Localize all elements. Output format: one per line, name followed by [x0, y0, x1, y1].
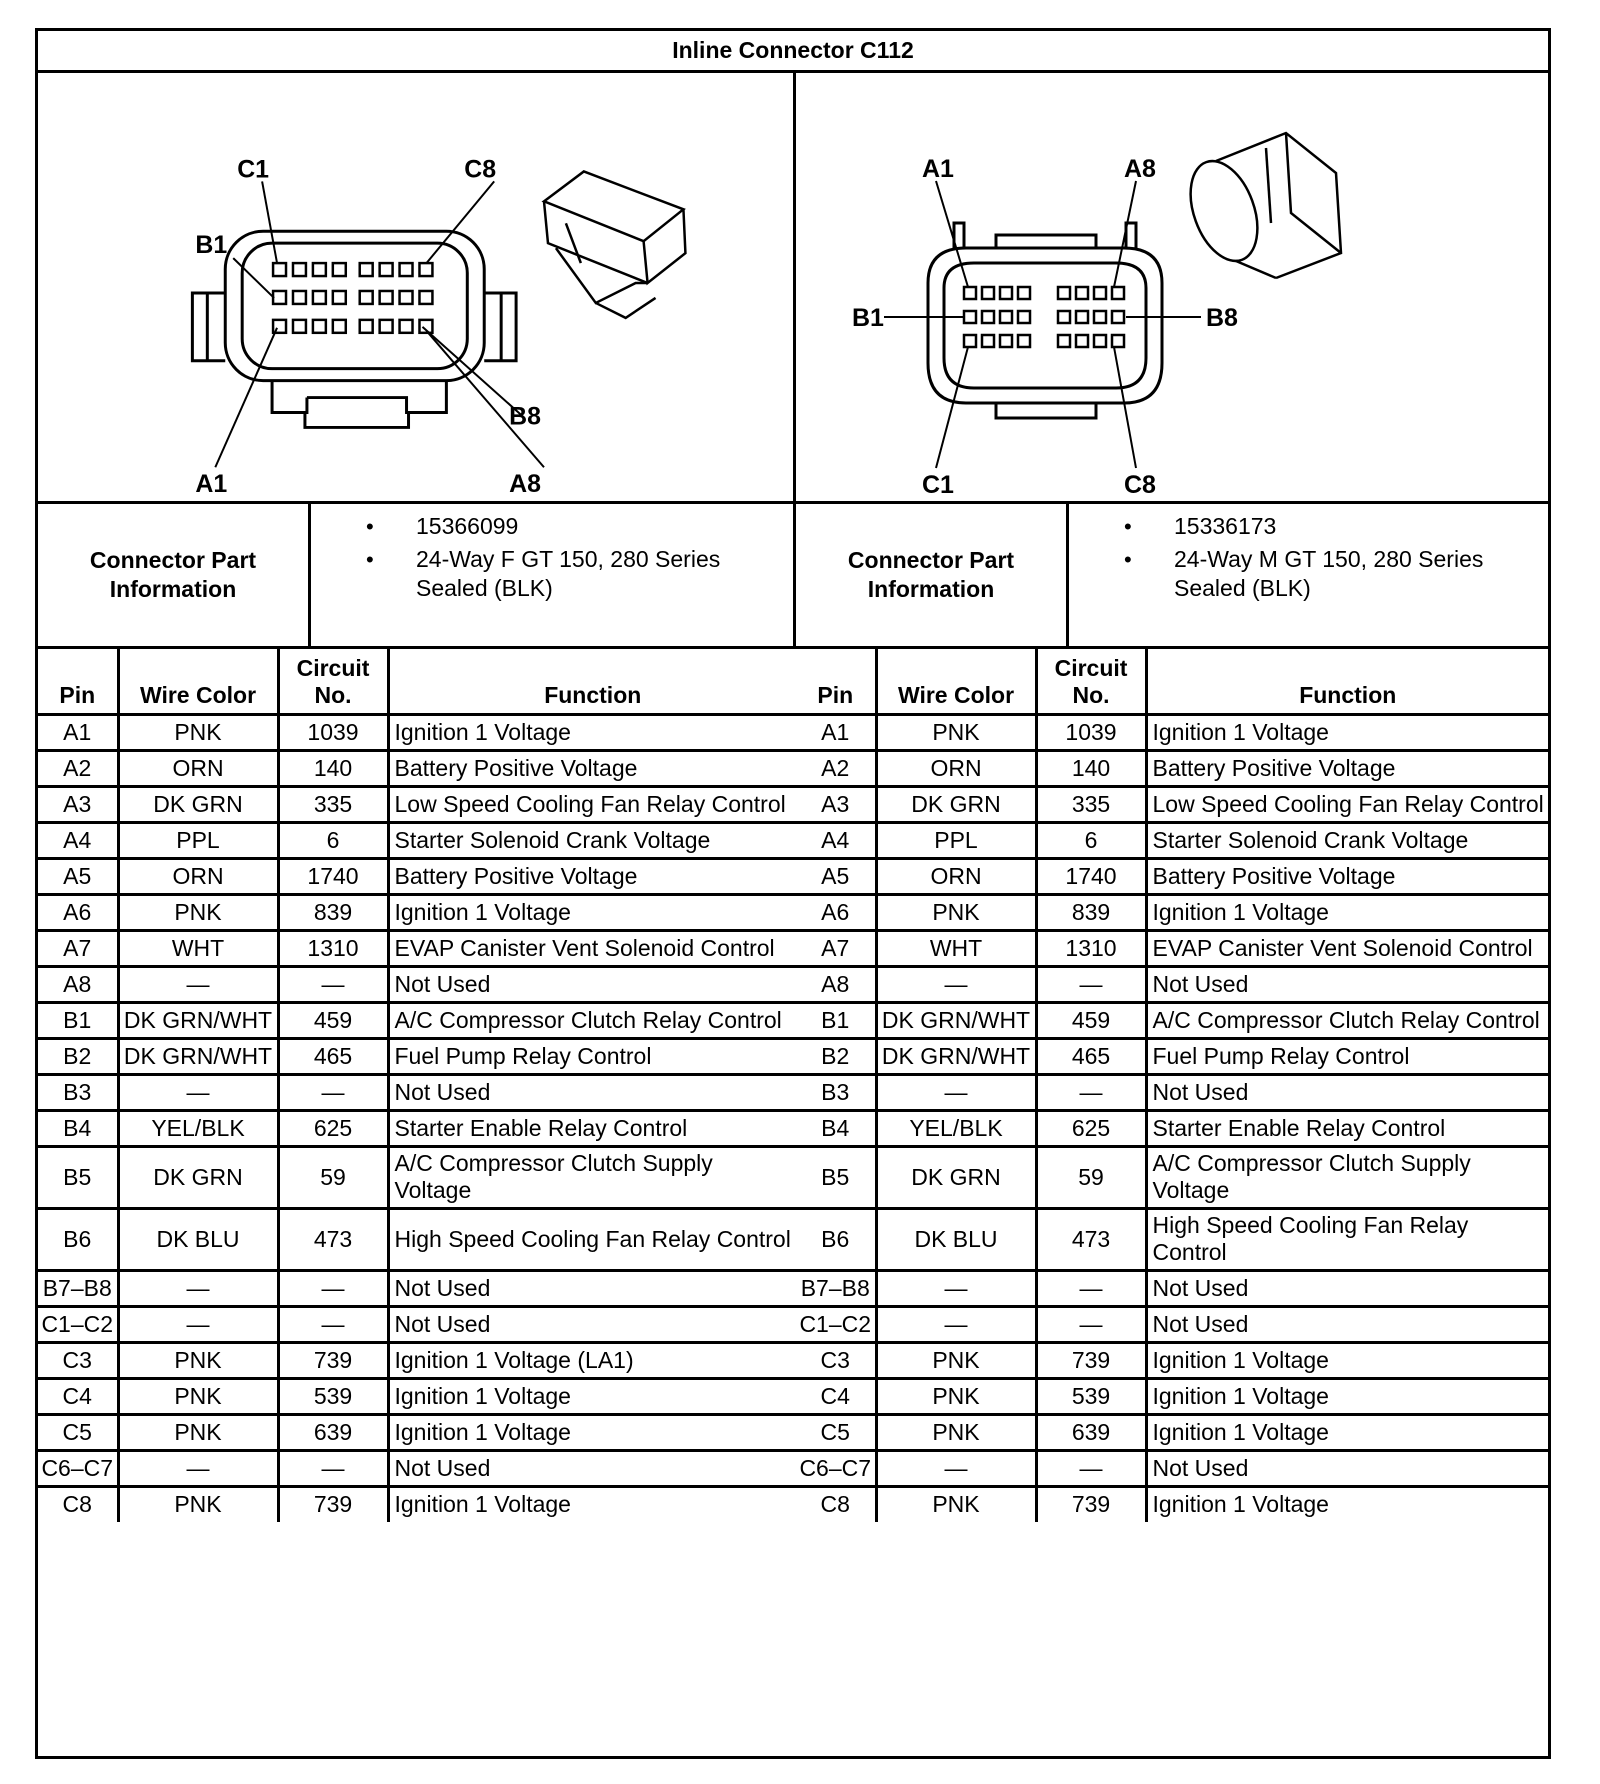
- wire-color-cell: DK GRN: [118, 1146, 278, 1208]
- circuit-no-cell: 6: [278, 822, 388, 858]
- pin-cell: A5: [38, 858, 118, 894]
- function-cell: Ignition 1 Voltage: [388, 714, 796, 750]
- header-circuit-no: Circuit No.: [1036, 649, 1146, 714]
- wire-color-cell: PNK: [876, 1486, 1036, 1522]
- circuit-no-cell: —: [1036, 1074, 1146, 1110]
- table-row: [38, 1038, 796, 1074]
- pin-cell: A6: [796, 894, 876, 930]
- circuit-no-cell: 59: [278, 1146, 388, 1208]
- function-cell: Not Used: [1146, 1450, 1548, 1486]
- circuit-no-cell: 1740: [278, 858, 388, 894]
- table-row: [796, 858, 1548, 894]
- bottom-tab-left: [272, 381, 307, 413]
- table-row: [796, 1270, 1548, 1306]
- function-cell: Ignition 1 Voltage: [1146, 1342, 1548, 1378]
- table-row: [38, 894, 796, 930]
- circuit-no-cell: 335: [1036, 786, 1146, 822]
- table-row: [796, 966, 1548, 1002]
- header-function: Function: [1146, 649, 1548, 714]
- part-description: • 24-Way M GT 150, 280 Series Sealed (BLK): [1069, 545, 1548, 603]
- function-cell: EVAP Canister Vent Solenoid Control: [1146, 930, 1548, 966]
- wire-color-cell: DK GRN/WHT: [118, 1002, 278, 1038]
- callout-top-right: C8: [464, 155, 497, 184]
- circuit-no-cell: 739: [278, 1486, 388, 1522]
- table-row: [38, 966, 796, 1002]
- function-cell: Fuel Pump Relay Control: [1146, 1038, 1548, 1074]
- table-row: [38, 1110, 796, 1146]
- pin-cell: A7: [38, 930, 118, 966]
- part-info-list: [311, 512, 793, 607]
- wire-color-cell: —: [876, 1450, 1036, 1486]
- pin-cell: B4: [38, 1110, 118, 1146]
- circuit-no-cell: 465: [278, 1038, 388, 1074]
- pin-cell: C1–C2: [38, 1306, 118, 1342]
- circuit-no-cell: 1039: [1036, 714, 1146, 750]
- part-number: • 15366099: [311, 512, 793, 541]
- function-cell: A/C Compressor Clutch Relay Control: [388, 1002, 796, 1038]
- function-cell: Starter Enable Relay Control: [388, 1110, 796, 1146]
- table-row: [38, 714, 796, 750]
- pin-cell: A3: [38, 786, 118, 822]
- table-row: [796, 1002, 1548, 1038]
- circuit-no-cell: 639: [278, 1414, 388, 1450]
- wire-color-cell: PPL: [876, 822, 1036, 858]
- wire-color-cell: DK BLU: [118, 1208, 278, 1270]
- wire-color-cell: ORN: [118, 750, 278, 786]
- circuit-no-cell: 625: [1036, 1110, 1146, 1146]
- wire-color-cell: ORN: [118, 858, 278, 894]
- function-cell: Battery Positive Voltage: [1146, 750, 1548, 786]
- wire-color-cell: DK GRN: [876, 786, 1036, 822]
- table-row: [796, 1486, 1548, 1522]
- pin-cell: A8: [796, 966, 876, 1002]
- table-row: [796, 1074, 1548, 1110]
- cavity-grid: [964, 287, 1124, 347]
- wire-color-cell: PNK: [876, 1378, 1036, 1414]
- pin-table-left: [38, 649, 796, 1522]
- table-row: [38, 1486, 796, 1522]
- function-cell: Ignition 1 Voltage: [388, 1486, 796, 1522]
- pin-cell: C6–C7: [38, 1450, 118, 1486]
- callout-bottom-right: C8: [1124, 471, 1156, 499]
- pin-cell: B7–B8: [796, 1270, 876, 1306]
- wire-color-cell: PNK: [118, 1342, 278, 1378]
- wire-color-cell: ORN: [876, 858, 1036, 894]
- pin-cell: C4: [38, 1378, 118, 1414]
- pin-cell: B4: [796, 1110, 876, 1146]
- circuit-no-cell: 473: [1036, 1208, 1146, 1270]
- function-cell: High Speed Cooling Fan Relay Control: [1146, 1208, 1548, 1270]
- pin-cell: C3: [796, 1342, 876, 1378]
- wire-color-cell: —: [118, 1074, 278, 1110]
- pin-cell: A4: [38, 822, 118, 858]
- function-cell: Starter Enable Relay Control: [1146, 1110, 1548, 1146]
- callout-bottom-right: A8: [509, 470, 541, 499]
- circuit-no-cell: 1310: [278, 930, 388, 966]
- circuit-no-cell: 459: [1036, 1002, 1146, 1038]
- circuit-no-cell: 839: [1036, 894, 1146, 930]
- callout-top-left: C1: [237, 155, 270, 184]
- circuit-no-cell: 625: [278, 1110, 388, 1146]
- function-cell: Battery Positive Voltage: [1146, 858, 1548, 894]
- pin-cell: A5: [796, 858, 876, 894]
- function-cell: Ignition 1 Voltage: [1146, 1414, 1548, 1450]
- function-cell: Not Used: [1146, 1074, 1548, 1110]
- wire-color-cell: —: [118, 1450, 278, 1486]
- table-row: [796, 1038, 1548, 1074]
- wire-color-cell: WHT: [876, 930, 1036, 966]
- pin-cell: C4: [796, 1378, 876, 1414]
- connector-iso-view: [1178, 133, 1341, 278]
- wire-color-cell: YEL/BLK: [876, 1110, 1036, 1146]
- table-row: [796, 930, 1548, 966]
- function-cell: Not Used: [388, 1074, 796, 1110]
- wire-color-cell: PNK: [118, 1486, 278, 1522]
- function-cell: Starter Solenoid Crank Voltage: [388, 822, 796, 858]
- function-cell: EVAP Canister Vent Solenoid Control: [388, 930, 796, 966]
- header-wire-color: Wire Color: [118, 649, 278, 714]
- pin-cell: C1–C2: [796, 1306, 876, 1342]
- pin-cell: B1: [796, 1002, 876, 1038]
- pin-cell: B2: [38, 1038, 118, 1074]
- function-cell: Ignition 1 Voltage (LA1): [388, 1342, 796, 1378]
- circuit-no-cell: 6: [1036, 822, 1146, 858]
- callout-top-left: A1: [922, 155, 954, 183]
- table-row: [796, 894, 1548, 930]
- table-row: [38, 1378, 796, 1414]
- table-row: [38, 1342, 796, 1378]
- circuit-no-cell: 1310: [1036, 930, 1146, 966]
- table-row: [38, 1450, 796, 1486]
- circuit-no-cell: 1039: [278, 714, 388, 750]
- pin-cell: A2: [796, 750, 876, 786]
- table-row: [38, 786, 796, 822]
- function-cell: Not Used: [388, 1450, 796, 1486]
- table-row: [38, 1414, 796, 1450]
- table-row: [796, 1378, 1548, 1414]
- circuit-no-cell: 839: [278, 894, 388, 930]
- male-connector-drawing: [796, 73, 1548, 501]
- table-row: [796, 786, 1548, 822]
- circuit-no-cell: —: [1036, 1306, 1146, 1342]
- table-row: [796, 714, 1548, 750]
- pin-cell: B1: [38, 1002, 118, 1038]
- wire-color-cell: ORN: [876, 750, 1036, 786]
- pin-cell: B3: [38, 1074, 118, 1110]
- wire-color-cell: PNK: [876, 894, 1036, 930]
- function-cell: Not Used: [1146, 1306, 1548, 1342]
- table-row: [38, 1074, 796, 1110]
- function-cell: Ignition 1 Voltage: [1146, 894, 1548, 930]
- circuit-no-cell: —: [1036, 1270, 1146, 1306]
- circuit-no-cell: —: [1036, 966, 1146, 1002]
- function-cell: Not Used: [388, 1270, 796, 1306]
- pin-cell: C5: [38, 1414, 118, 1450]
- table-row: [38, 822, 796, 858]
- wire-color-cell: DK GRN/WHT: [876, 1038, 1036, 1074]
- table-row: [796, 1306, 1548, 1342]
- pin-cell: A1: [796, 714, 876, 750]
- wire-color-cell: PNK: [876, 714, 1036, 750]
- table-row: [796, 1146, 1548, 1208]
- function-cell: Low Speed Cooling Fan Relay Control: [1146, 786, 1548, 822]
- wire-color-cell: —: [876, 966, 1036, 1002]
- wire-color-cell: —: [876, 1306, 1036, 1342]
- table-row: [38, 1270, 796, 1306]
- circuit-no-cell: 459: [278, 1002, 388, 1038]
- connector-iso-view: [544, 171, 685, 317]
- function-cell: Low Speed Cooling Fan Relay Control: [388, 786, 796, 822]
- wire-color-cell: PNK: [118, 1378, 278, 1414]
- pin-cell: B7–B8: [38, 1270, 118, 1306]
- table-row: [796, 1450, 1548, 1486]
- wire-color-cell: PPL: [118, 822, 278, 858]
- table-row: [38, 750, 796, 786]
- callout-mid-left: B1: [195, 231, 228, 260]
- part-number: • 15336173: [1069, 512, 1548, 541]
- function-cell: Battery Positive Voltage: [388, 858, 796, 894]
- wire-color-cell: DK GRN: [118, 786, 278, 822]
- table-row: [796, 1414, 1548, 1450]
- table-row: [38, 858, 796, 894]
- wire-color-cell: —: [876, 1074, 1036, 1110]
- circuit-no-cell: 473: [278, 1208, 388, 1270]
- wire-color-cell: DK BLU: [876, 1208, 1036, 1270]
- header-function: Function: [388, 649, 796, 714]
- pin-cell: C5: [796, 1414, 876, 1450]
- function-cell: High Speed Cooling Fan Relay Control: [388, 1208, 796, 1270]
- pin-cell: C3: [38, 1342, 118, 1378]
- function-cell: Ignition 1 Voltage: [1146, 1378, 1548, 1414]
- pin-cell: B6: [38, 1208, 118, 1270]
- wire-color-cell: YEL/BLK: [118, 1110, 278, 1146]
- wire-color-cell: DK GRN/WHT: [118, 1038, 278, 1074]
- pin-cell: C8: [38, 1486, 118, 1522]
- wire-color-cell: PNK: [876, 1414, 1036, 1450]
- pin-cell: B2: [796, 1038, 876, 1074]
- function-cell: Not Used: [388, 966, 796, 1002]
- circuit-no-cell: 465: [1036, 1038, 1146, 1074]
- pin-cell: B6: [796, 1208, 876, 1270]
- circuit-no-cell: —: [278, 1450, 388, 1486]
- function-cell: Not Used: [1146, 966, 1548, 1002]
- circuit-no-cell: 739: [1036, 1342, 1146, 1378]
- callout-bottom-left: A1: [195, 470, 228, 499]
- header-pin: Pin: [796, 649, 876, 714]
- circuit-no-cell: 739: [278, 1342, 388, 1378]
- female-connector-drawing: [38, 73, 793, 501]
- part-info-left: [38, 501, 796, 649]
- header-wire-color: Wire Color: [876, 649, 1036, 714]
- function-cell: Battery Positive Voltage: [388, 750, 796, 786]
- function-cell: Starter Solenoid Crank Voltage: [1146, 822, 1548, 858]
- circuit-no-cell: 539: [278, 1378, 388, 1414]
- table-row: [38, 930, 796, 966]
- table-row: [38, 1208, 796, 1270]
- wire-color-cell: WHT: [118, 930, 278, 966]
- connector-sheet: [35, 28, 1551, 1759]
- pin-cell: B3: [796, 1074, 876, 1110]
- wire-color-cell: DK GRN: [876, 1146, 1036, 1208]
- pin-table-body: [38, 714, 796, 1522]
- circuit-no-cell: —: [278, 1270, 388, 1306]
- wire-color-cell: —: [118, 1270, 278, 1306]
- circuit-no-cell: —: [278, 1306, 388, 1342]
- circuit-no-cell: 539: [1036, 1378, 1146, 1414]
- circuit-no-cell: 140: [1036, 750, 1146, 786]
- part-description: • 24-Way F GT 150, 280 Series Sealed (BLK): [311, 545, 793, 603]
- circuit-no-cell: 1740: [1036, 858, 1146, 894]
- circuit-no-cell: —: [278, 966, 388, 1002]
- function-cell: Ignition 1 Voltage: [1146, 714, 1548, 750]
- cavity-grid: [273, 263, 432, 333]
- pin-cell: A2: [38, 750, 118, 786]
- pin-cell: A7: [796, 930, 876, 966]
- wire-color-cell: PNK: [118, 894, 278, 930]
- function-cell: A/C Compressor Clutch Supply Voltage: [388, 1146, 796, 1208]
- callout-mid-left: B1: [852, 304, 884, 332]
- pin-cell: B5: [796, 1146, 876, 1208]
- wire-color-cell: DK GRN/WHT: [876, 1002, 1036, 1038]
- part-info-list: [1069, 512, 1548, 607]
- function-cell: Ignition 1 Voltage: [388, 1414, 796, 1450]
- function-cell: Ignition 1 Voltage: [388, 894, 796, 930]
- table-row: [796, 1208, 1548, 1270]
- page-title: Inline Connector C112: [38, 31, 1548, 73]
- callout-mid-right: B8: [1206, 304, 1238, 332]
- circuit-no-cell: —: [1036, 1450, 1146, 1486]
- function-cell: A/C Compressor Clutch Supply Voltage: [1146, 1146, 1548, 1208]
- circuit-no-cell: 335: [278, 786, 388, 822]
- pin-cell: A6: [38, 894, 118, 930]
- circuit-no-cell: 140: [278, 750, 388, 786]
- table-row: [796, 1110, 1548, 1146]
- callout-mid-right: B8: [509, 402, 541, 431]
- header-circuit-no: Circuit No.: [278, 649, 388, 714]
- function-cell: Ignition 1 Voltage: [1146, 1486, 1548, 1522]
- pin-table-right: [796, 649, 1548, 1522]
- pin-cell: B5: [38, 1146, 118, 1208]
- part-info-label: Connector Part Information: [796, 504, 1069, 646]
- table-row: [38, 1002, 796, 1038]
- header-pin: Pin: [38, 649, 118, 714]
- pin-cell: A3: [796, 786, 876, 822]
- pin-cell: C8: [796, 1486, 876, 1522]
- male-connector-figure: [796, 73, 1548, 501]
- wire-color-cell: —: [118, 1306, 278, 1342]
- wire-color-cell: —: [118, 966, 278, 1002]
- wire-color-cell: PNK: [118, 1414, 278, 1450]
- circuit-no-cell: 639: [1036, 1414, 1146, 1450]
- function-cell: Not Used: [1146, 1270, 1548, 1306]
- function-cell: Ignition 1 Voltage: [388, 1378, 796, 1414]
- table-row: [38, 1306, 796, 1342]
- function-cell: Not Used: [388, 1306, 796, 1342]
- circuit-no-cell: 59: [1036, 1146, 1146, 1208]
- pin-cell: A4: [796, 822, 876, 858]
- pin-cell: A8: [38, 966, 118, 1002]
- function-cell: A/C Compressor Clutch Relay Control: [1146, 1002, 1548, 1038]
- table-row: [796, 822, 1548, 858]
- function-cell: Fuel Pump Relay Control: [388, 1038, 796, 1074]
- pin-cell: A1: [38, 714, 118, 750]
- circuit-no-cell: —: [278, 1074, 388, 1110]
- table-row: [796, 750, 1548, 786]
- wire-color-cell: PNK: [876, 1342, 1036, 1378]
- circuit-no-cell: 739: [1036, 1486, 1146, 1522]
- part-info-right: [796, 501, 1548, 649]
- female-connector-figure: [38, 73, 796, 501]
- pin-cell: C6–C7: [796, 1450, 876, 1486]
- table-row: [796, 1342, 1548, 1378]
- wire-color-cell: PNK: [118, 714, 278, 750]
- callout-top-right: A8: [1124, 155, 1156, 183]
- callout-bottom-left: C1: [922, 471, 954, 499]
- part-info-label: Connector Part Information: [38, 504, 311, 646]
- pin-table-body: [796, 714, 1548, 1522]
- table-row: [38, 1146, 796, 1208]
- wire-color-cell: —: [876, 1270, 1036, 1306]
